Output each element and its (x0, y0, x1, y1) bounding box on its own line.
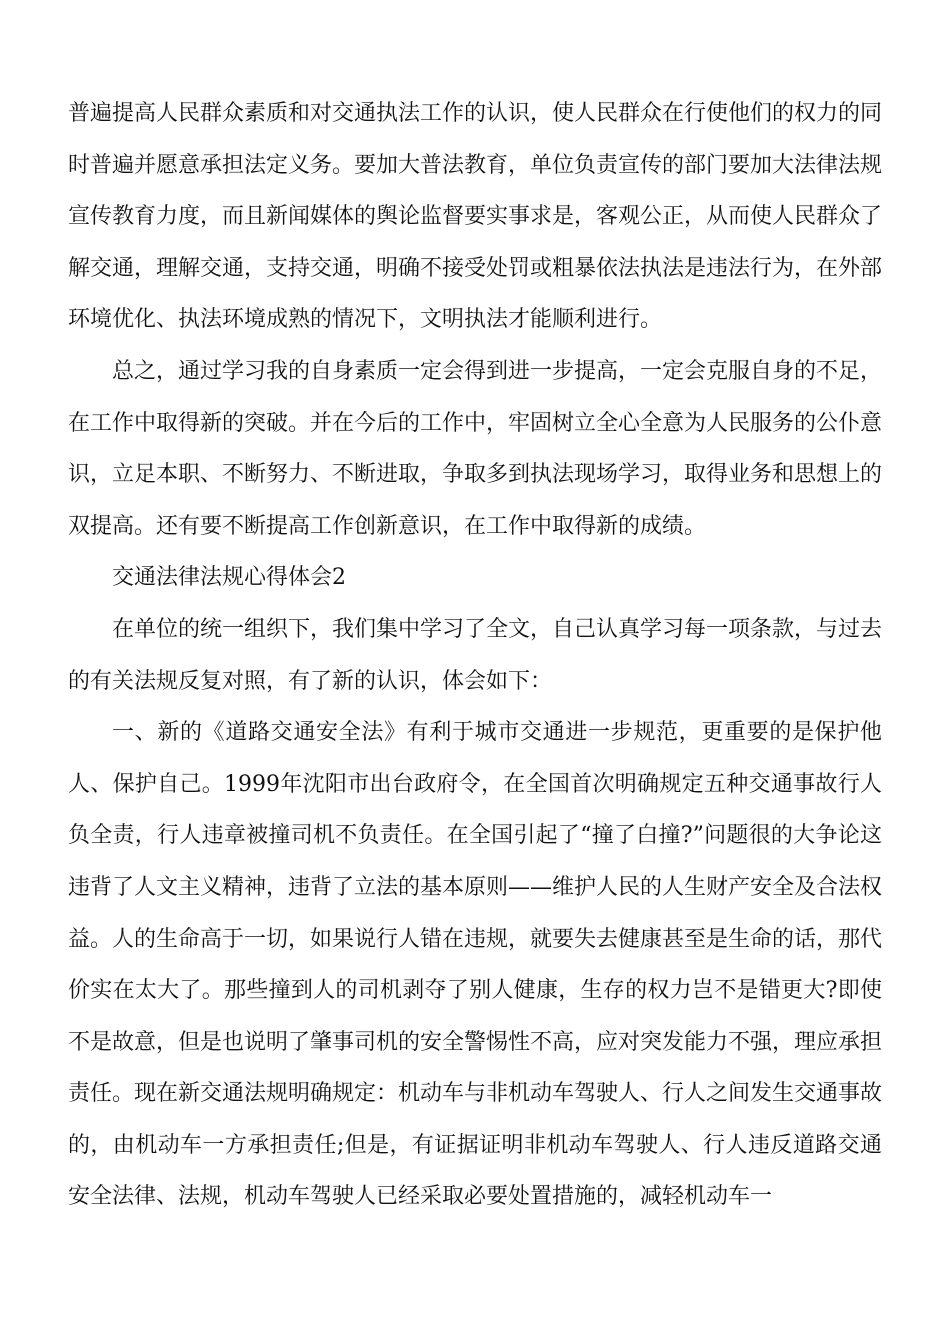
document-page (68, 88, 882, 1223)
section-heading: 交通法律法规心得体会2 (112, 565, 346, 591)
paragraph-continuation: 普遍提高人民群众素质和对交通执法工作的认识，使人民群众在行使他们的权力的同时普遍并愿意承担法定义务。要加大普法教育，单位负责宣传的部门要加大法律法规宣传教育力度，而且新闻媒体的舆论监督要实事求是，客观公正，从而使人民群众了解交通，理解交通，支持交通，明确不接受处罚或粗暴依法执法是违法行为，在外部环境优化、执法环境成熟的情况下，文明执法才能顺利进行。 (68, 101, 883, 333)
paragraph-point-one: 一、新的《道路交通安全法》有利于城市交通进一步规范，更重要的是保护他人、保护自己。1999年沈阳市出台政府令，在全国首次明确规定五种交通事故行人负全责，行人违章被撞司机不负责任。在全国引起了“撞了白撞?”问题很的大争论这违背了人文主义精神，违背了立法的基本原则——维护人民的人生财产安全及合法权益。人的生命高于一切，如果说行人错在违规，就要失去健康甚至是生命的话，那代价实在太大了。那些撞到人的司机剥夺了别人健康，生存的权力岂不是错更大?即使不是故意，但是也说明了肇事司机的安全警惕性不高，应对突发能力不强，理应承担责任。现在新交通法规明确规定：机动车与非机动车驾驶人、行人之间发生交通事故的，由机动车一方承担责任;但是，有证据证明非机动车驾驶人、行人违反道路交通安全法律、法规，机动车驾驶人已经采取必要处置措施的，减轻机动车一 (68, 720, 883, 1210)
paragraph-summary: 总之，通过学习我的自身素质一定会得到进一步提高，一定会克服自身的不足，在工作中取得新的突破。并在今后的工作中，牢固树立全心全意为人民服务的公仆意识，立足本职、不断努力、不断进取，争取多到执法现场学习，取得业务和思想上的双提高。还有要不断提高工作创新意识，在工作中取得新的成绩。 (68, 358, 883, 539)
paragraph-intro: 在单位的统一组织下，我们集中学习了全文，自己认真学习每一项条款，与过去的有关法规反复对照，有了新的认识，体会如下： (68, 616, 883, 694)
